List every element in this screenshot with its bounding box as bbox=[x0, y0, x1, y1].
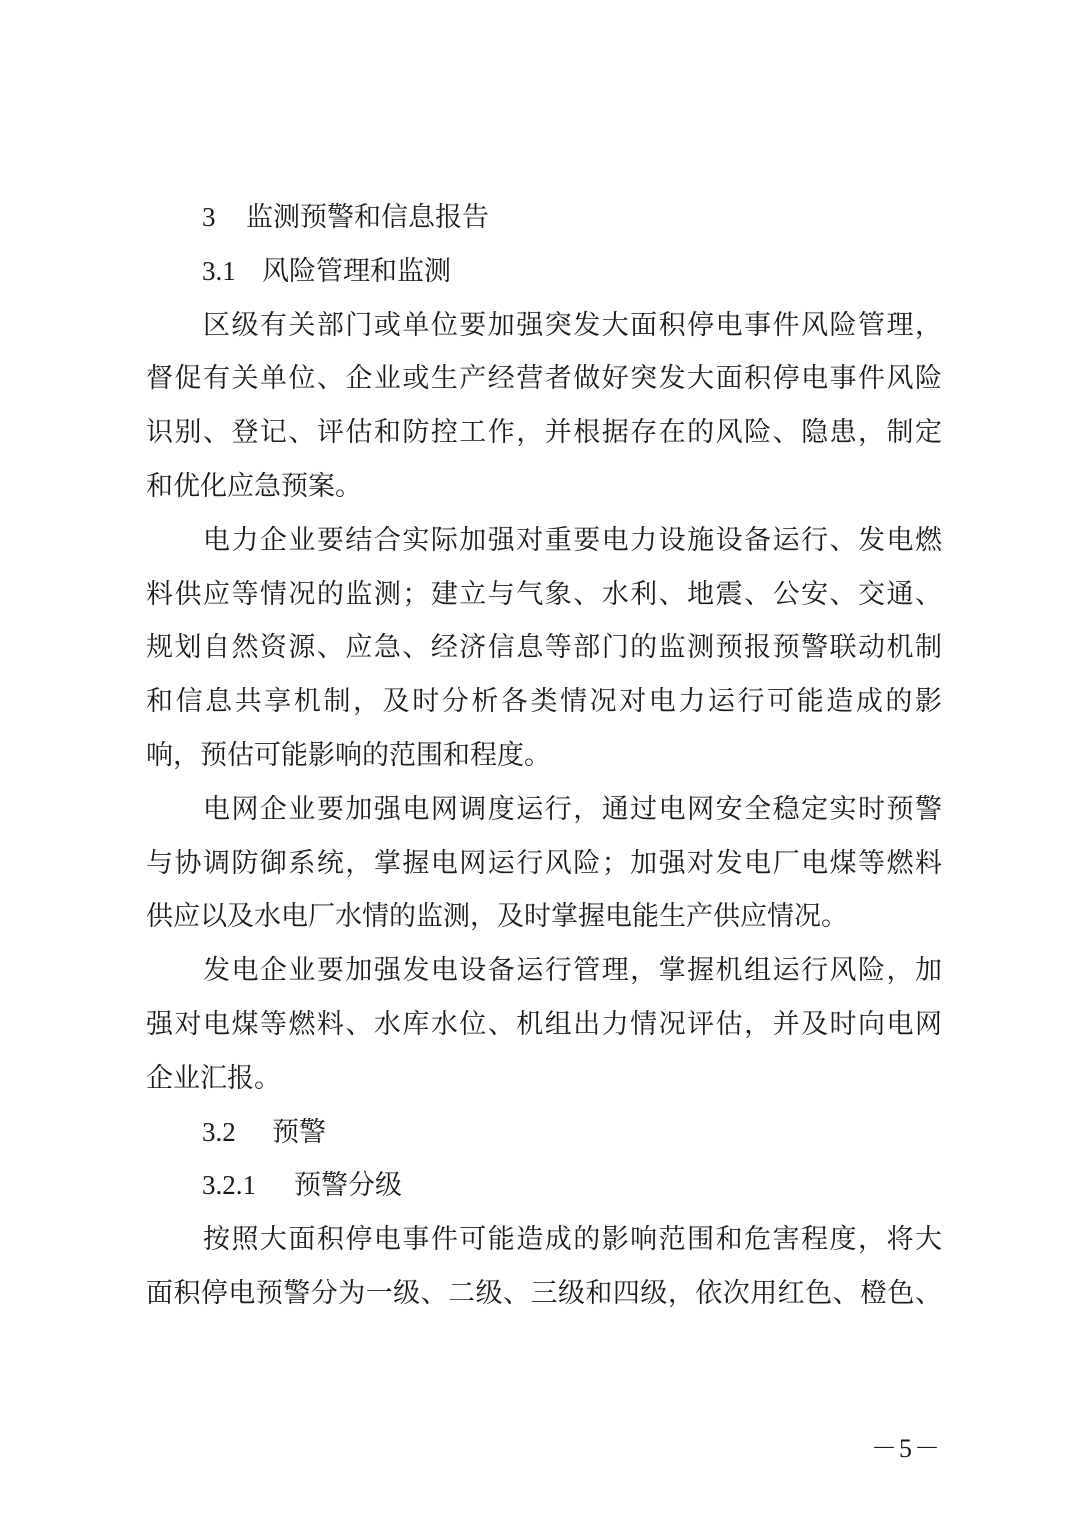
text-line: 供应以及水电厂水情的监测，及时掌握电能生产供应情况。 bbox=[146, 901, 848, 933]
text-line: 督促有关单位、企业或生产经营者做好突发大面积停电事件风险 bbox=[146, 363, 942, 395]
text-line: 强对电煤等燃料、水库水位、机组出力情况评估，并及时向电网 bbox=[146, 1008, 942, 1040]
section-3-1-heading bbox=[146, 245, 942, 299]
section-3-2-heading bbox=[146, 1106, 942, 1160]
section-number: 3.1 bbox=[202, 255, 236, 286]
page-body bbox=[146, 191, 942, 1321]
text-line: 与协调防御系统，掌握电网运行风险；加强对发电厂电煤等燃料 bbox=[146, 847, 942, 879]
section-number: 3.2 bbox=[202, 1116, 236, 1147]
paragraph-risk-management bbox=[146, 299, 942, 514]
text-line: 发电企业要加强发电设备运行管理，掌握机组运行风险，加 bbox=[146, 955, 942, 987]
section-3-heading bbox=[146, 191, 942, 245]
section-title: 监测预警和信息报告 bbox=[246, 202, 489, 233]
paragraph-warning-levels bbox=[146, 1213, 942, 1321]
text-line: 和优化应急预案。 bbox=[146, 470, 362, 502]
text-line: 和信息共享机制，及时分析各类情况对电力运行可能造成的影 bbox=[146, 686, 942, 718]
text-line: 响，预估可能影响的范围和程度。 bbox=[146, 739, 551, 771]
section-title: 预警分级 bbox=[294, 1170, 402, 1202]
section-title: 预警 bbox=[272, 1116, 326, 1148]
text-line: 电网企业要加强电网调度运行，通过电网安全稳定实时预警 bbox=[146, 793, 942, 825]
text-line: 按照大面积停电事件可能造成的影响范围和危害程度，将大 bbox=[146, 1224, 942, 1256]
paragraph-generation-enterprise bbox=[146, 944, 942, 1105]
text-line: 企业汇报。 bbox=[146, 1062, 281, 1094]
section-title: 风险管理和监测 bbox=[262, 255, 451, 287]
section-number: 3.2.1 bbox=[202, 1170, 256, 1201]
section-3-2-1-heading bbox=[146, 1159, 942, 1213]
page-number: －5－ bbox=[870, 1434, 942, 1463]
text-line: 电力企业要结合实际加强对重要电力设施设备运行、发电燃 bbox=[146, 524, 942, 556]
paragraph-power-enterprise bbox=[146, 514, 942, 783]
text-line: 识别、登记、评估和防控工作，并根据存在的风险、隐患，制定 bbox=[146, 417, 942, 449]
text-line: 规划自然资源、应急、经济信息等部门的监测预报预警联动机制 bbox=[146, 632, 942, 664]
text-line: 料供应等情况的监测；建立与气象、水利、地震、公安、交通、 bbox=[146, 578, 942, 610]
text-line: 区级有关部门或单位要加强突发大面积停电事件风险管理， bbox=[146, 309, 942, 341]
paragraph-grid-enterprise bbox=[146, 783, 942, 944]
text-line: 面积停电预警分为一级、二级、三级和四级，依次用红色、橙色、 bbox=[146, 1277, 942, 1309]
section-number: 3 bbox=[202, 202, 216, 232]
